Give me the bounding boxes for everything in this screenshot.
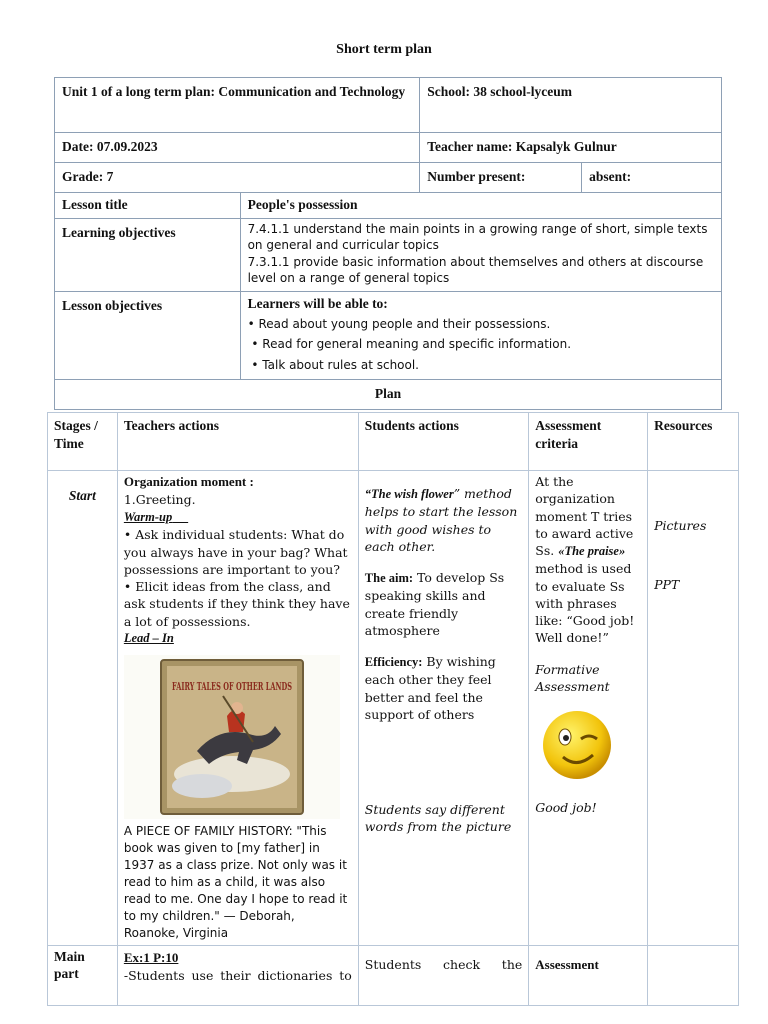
- resource-pictures: Pictures: [654, 518, 707, 533]
- lead-in-title: Lead – In: [123, 630, 174, 645]
- col-assessment-criteria: Assessment criteria: [529, 413, 648, 471]
- formative-assessment: Formative Assessment: [535, 661, 610, 694]
- praise-text: [535, 473, 641, 647]
- start-assessment-cell: [529, 471, 648, 946]
- col-resources: Resources: [648, 413, 739, 471]
- aim-text: [365, 569, 522, 639]
- lesson-objective-2: • Read for general meaning and specific information.: [247, 337, 572, 352]
- page-title: Short term plan: [336, 42, 432, 57]
- start-stage-cell: [48, 471, 118, 946]
- col-students-actions: Students actions: [358, 413, 528, 471]
- efficiency-label: Efficiency:: [364, 655, 423, 669]
- main-students-cell: [358, 946, 528, 1006]
- lesson-title-label: Lesson title: [55, 192, 241, 218]
- lesson-objectives-value: [240, 291, 721, 379]
- warmup-bullet-2: • Elicit ideas from the class, and ask students if they think they have a lot of possessions.: [123, 579, 350, 629]
- main-students-text: Students check the: [364, 957, 523, 973]
- plan-table: [47, 412, 739, 1006]
- book-cover-title: FAIRY TALES OF OTHER LANDS: [171, 680, 292, 694]
- efficiency-text: [365, 653, 522, 723]
- main-resources-cell: [648, 946, 739, 1006]
- greeting-text: 1.Greeting.: [123, 491, 196, 507]
- date-cell: Date: 07.09.2023: [55, 133, 420, 163]
- teacher-cell: Teacher name: Kapsalyk Gulnur: [420, 133, 722, 163]
- praise-desc: method is used to evaluate Ss with phrases like: “Good job! Well done!”: [535, 561, 635, 646]
- warmup-bullet-1: • Ask individual students: What do you always have in your bag? What possessions are important to you?: [123, 527, 348, 577]
- learning-objective-2: 7.3.1.1 provide basic information about themselves and others at discourse level on a range of general topics: [247, 254, 704, 286]
- start-students-cell: [358, 471, 528, 946]
- lesson-title-value: People's possession: [240, 192, 721, 218]
- col-stages-time: Stages / Time: [48, 413, 118, 471]
- start-resources-cell: [648, 471, 739, 946]
- resource-ppt: PPT: [654, 577, 680, 593]
- winking-smiley-icon: [539, 703, 615, 787]
- main-stage-label: Main part: [54, 949, 85, 982]
- efficiency-desc: By wishing each other they feel better and feel the support of others: [364, 654, 496, 722]
- learning-objective-1: 7.4.1.1 understand the main points in a growing range of short, simple texts on general and curricular topics: [247, 221, 708, 253]
- number-present-cell: Number present:: [420, 162, 582, 192]
- start-stage-label: Start: [68, 488, 96, 503]
- good-job-text: Good job!: [535, 800, 597, 815]
- lesson-objectives-label: Lesson objectives: [55, 291, 241, 379]
- praise-method: «The praise»: [558, 544, 626, 558]
- main-teacher-text: -Students use their dictionaries to: [123, 968, 352, 984]
- praise-intro: At the organization moment T tries to award active Ss.: [535, 474, 634, 558]
- lesson-header-table: [54, 77, 722, 410]
- grade-cell: Grade: 7: [55, 162, 420, 192]
- org-moment-title: Organization moment :: [123, 474, 254, 489]
- wish-flower-desc: method helps to start the lesson with good wishes to each other.: [364, 486, 518, 554]
- lesson-objective-1: • Read about young people and their possessions.: [247, 316, 551, 331]
- main-exercise-title: Ex:1 P:10: [123, 950, 179, 966]
- main-teacher-cell: [117, 946, 358, 1006]
- book-cover-image: [124, 655, 340, 819]
- lesson-objective-3: • Talk about rules at school.: [247, 357, 419, 372]
- col-teachers-actions: Teachers actions: [117, 413, 358, 471]
- wish-flower-quote: ”: [453, 486, 461, 501]
- aim-desc: To develop Ss speaking skills and create friendly atmosphere: [364, 570, 505, 638]
- learning-objectives-value: [240, 218, 721, 291]
- school-cell: School: 38 school-lyceum: [420, 78, 722, 133]
- warmup-title: Warm-up: [123, 510, 173, 525]
- family-history-caption: A PIECE OF FAMILY HISTORY: "This book was given to [my father] in 1937 as a class prize. Not only was it read to him as a child, it was also read to me. One day I hope to read it to my children." — Deborah, Roanoke, Virginia: [123, 824, 348, 941]
- lesson-objectives-intro: Learners will be able to:: [247, 295, 388, 311]
- unit-cell: Unit 1 of a long term plan: Communication and Technology: [55, 78, 420, 133]
- start-teacher-cell: [117, 471, 358, 946]
- absent-cell: absent:: [582, 162, 722, 192]
- plan-heading: Plan: [55, 380, 722, 410]
- wish-flower-title: “The wish flower: [364, 487, 454, 501]
- main-stage-cell: [48, 946, 118, 1006]
- main-assessment-cell: [529, 946, 648, 1006]
- say-words-text: Students say different words from the picture: [364, 802, 512, 835]
- aim-label: The aim:: [364, 571, 414, 585]
- main-assessment-text: Assessment: [535, 957, 599, 973]
- wish-flower-text: [365, 485, 522, 555]
- learning-objectives-label: Learning objectives: [55, 218, 241, 291]
